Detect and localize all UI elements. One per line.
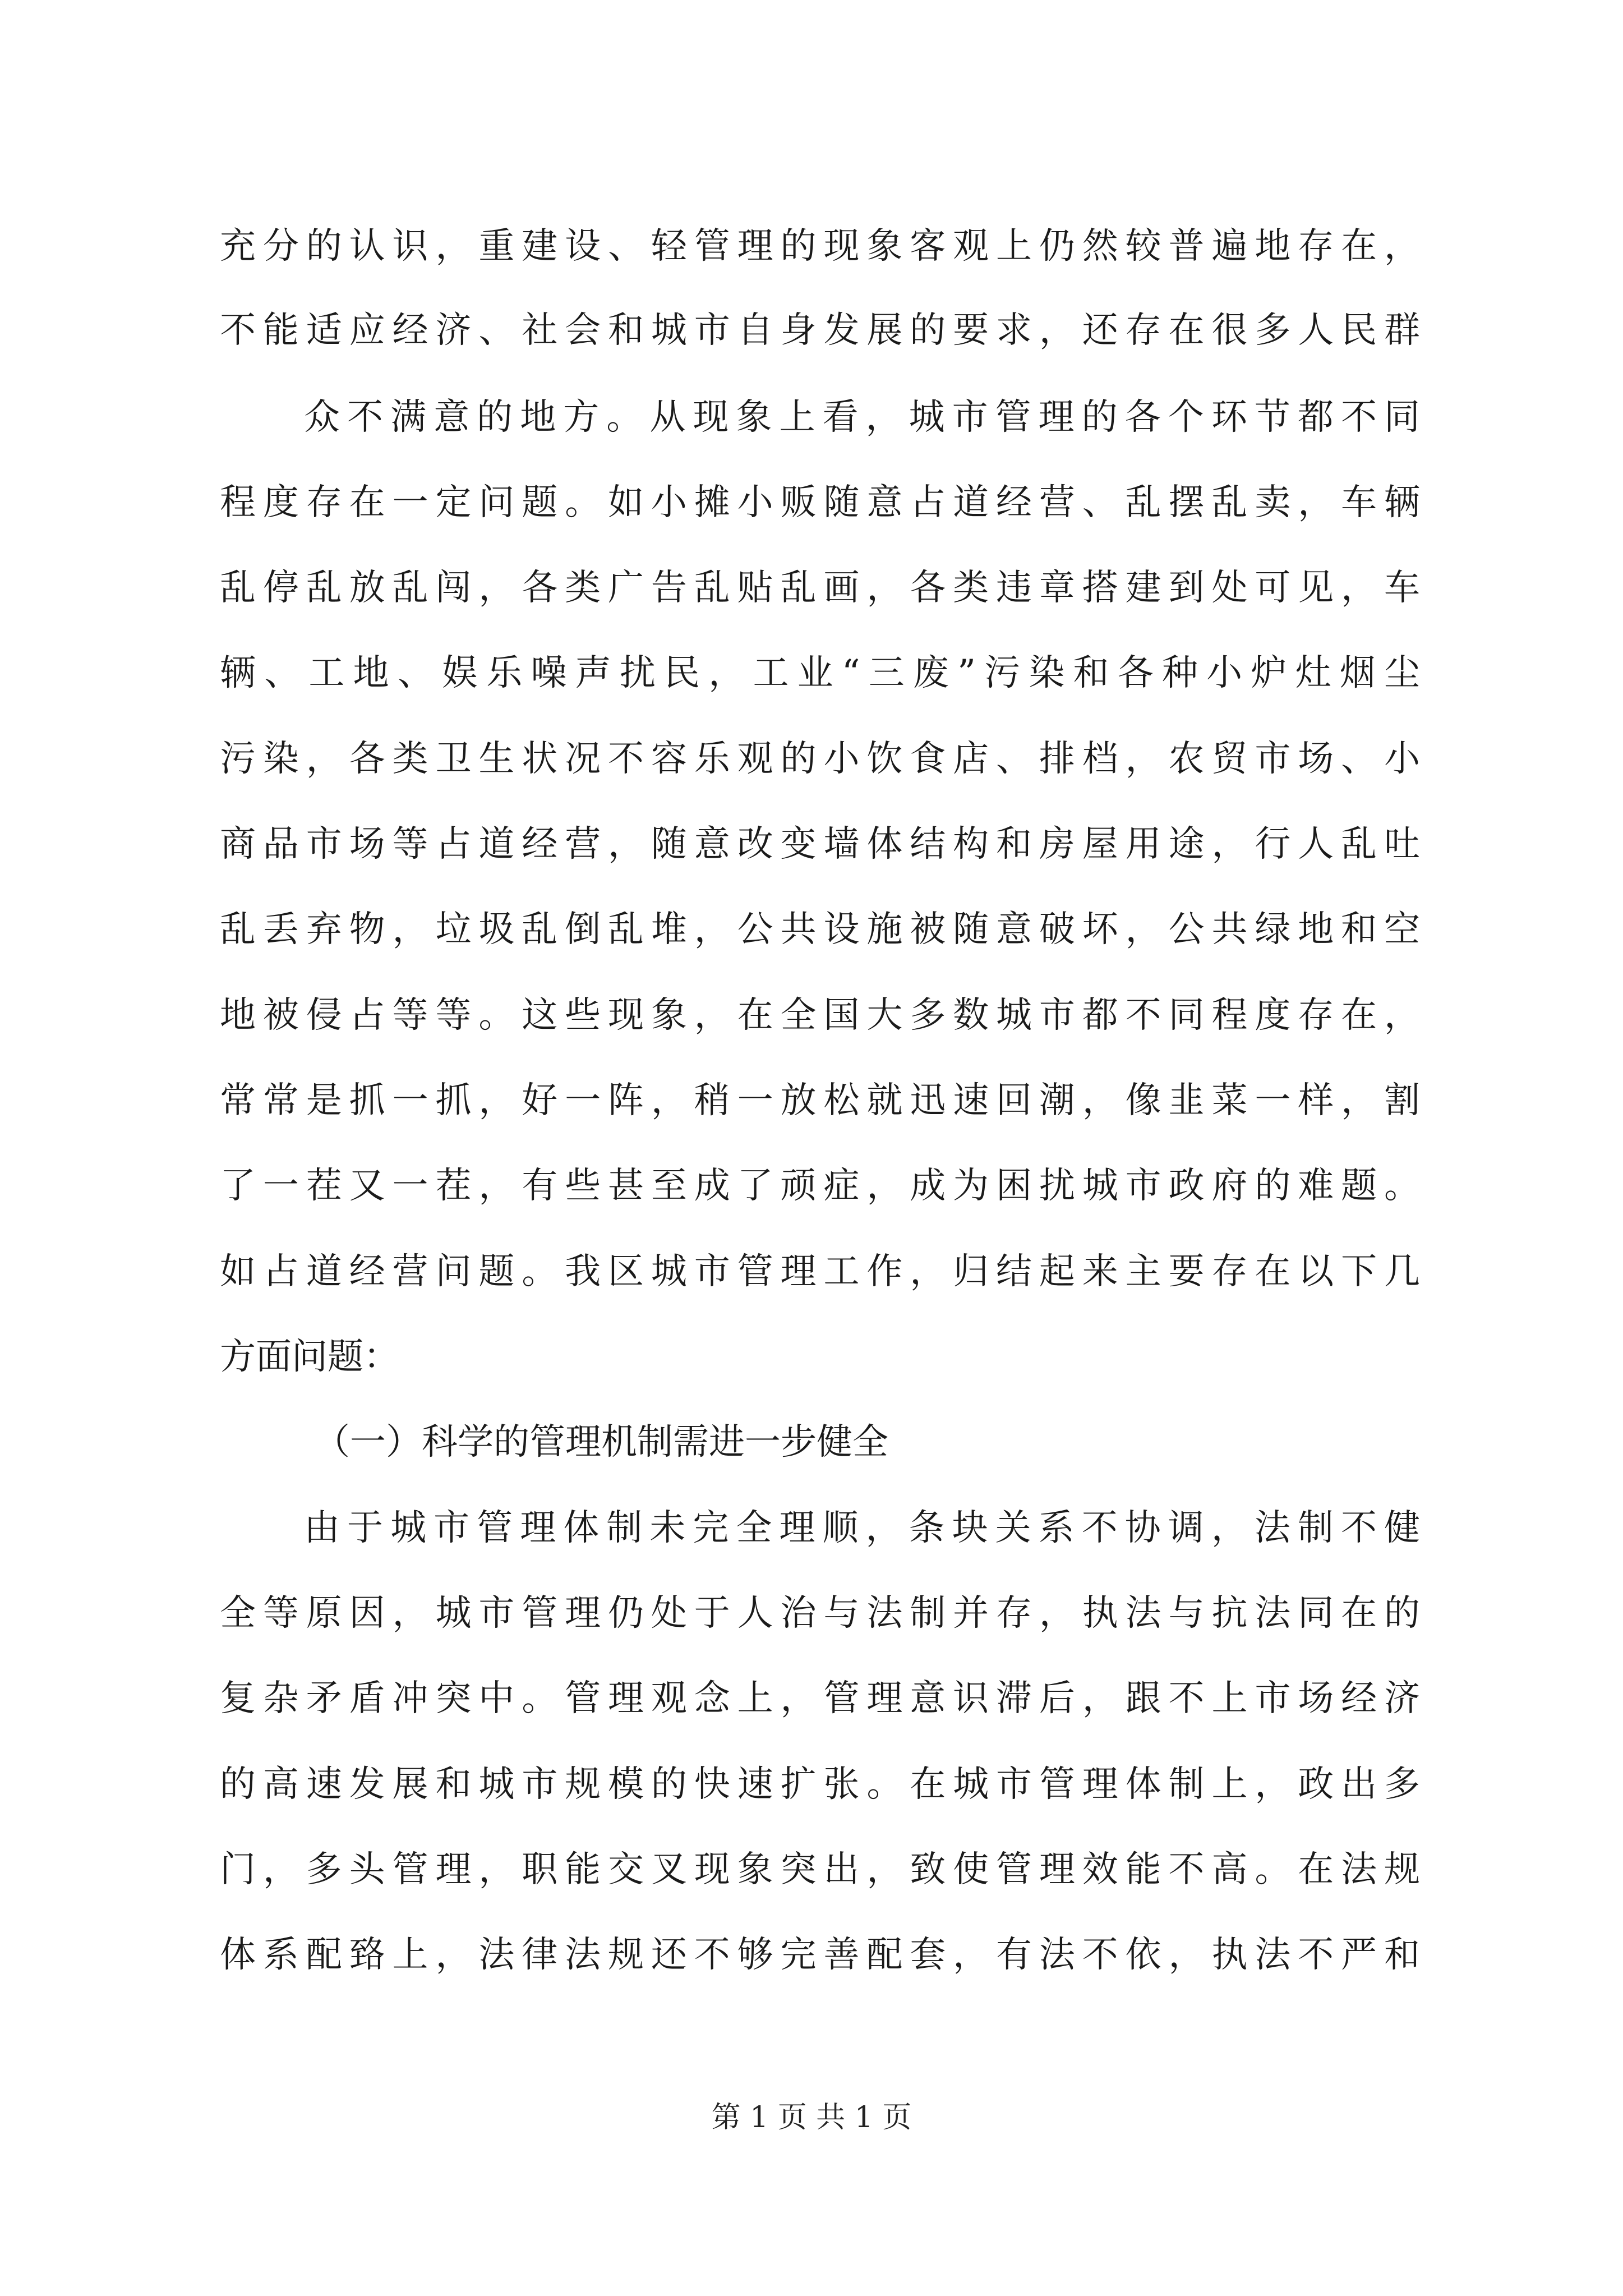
body-text-line: 如占道经营问题。我区城市管理工作，归结起来主要存在以下几 [220, 1251, 1420, 1292]
body-text-line: 程度存在一定问题。如小摊小贩随意占道经营、乱摆乱卖，车辆 [220, 482, 1420, 523]
body-text-line: 体系配臵上，法律法规还不够完善配套，有法不依，执法不严和 [220, 1934, 1420, 1976]
section-heading: （一）科学的管理机制需进一步健全 [314, 1421, 888, 1463]
body-text-line: 复杂矛盾冲突中。管理观念上，管理意识滞后，跟不上市场经济 [220, 1678, 1420, 1719]
body-text-line: 常常是抓一抓，好一阵，稍一放松就迅速回潮，像韭菜一样，割 [220, 1080, 1420, 1121]
body-text-line: 乱停乱放乱闯，各类广告乱贴乱画，各类违章搭建到处可见，车 [220, 567, 1420, 609]
body-text-line: 充分的认识，重建设、轻管理的现象客观上仍然较普遍地存在， [220, 226, 1420, 267]
body-text-line: 全等原因，城市管理仍处于人治与法制并存，执法与抗法同在的 [220, 1593, 1420, 1634]
body-text-line: 不能适应经济、社会和城市自身发展的要求，还存在很多人民群 [220, 310, 1420, 351]
body-text-line: 辆、工地、娱乐噪声扰民，工业“三废”污染和各种小炉灶烟尘 [220, 652, 1420, 694]
body-text-line: 乱丢弃物，垃圾乱倒乱堆，公共设施被随意破坏，公共绿地和空 [220, 909, 1420, 950]
body-text-line: 的高速发展和城市规模的快速扩张。在城市管理体制上，政出多 [220, 1764, 1420, 1805]
body-text-line: 地被侵占等等。这些现象，在全国大多数城市都不同程度存在， [220, 995, 1420, 1036]
body-text-line: 众不满意的地方。从现象上看，城市管理的各个环节都不同 [304, 397, 1420, 438]
body-text-line: 了一茬又一茬，有些甚至成了顽症，成为困扰城市政府的难题。 [220, 1165, 1420, 1207]
page-footer: 第 1 页 共 1 页 [711, 2101, 912, 2134]
body-text-line: 污染，各类卫生状况不容乐观的小饮食店、排档，农贸市场、小 [220, 738, 1420, 780]
body-text-line: 方面问题： [220, 1336, 399, 1378]
body-text-line: 由于城市管理体制未完全理顺，条块关系不协调，法制不健 [304, 1507, 1420, 1549]
body-text-line: 商品市场等占道经营，随意改变墙体结构和房屋用途，行人乱吐 [220, 823, 1420, 865]
body-text-line: 门，多头管理，职能交叉现象突出，致使管理效能不高。在法规 [220, 1849, 1420, 1890]
